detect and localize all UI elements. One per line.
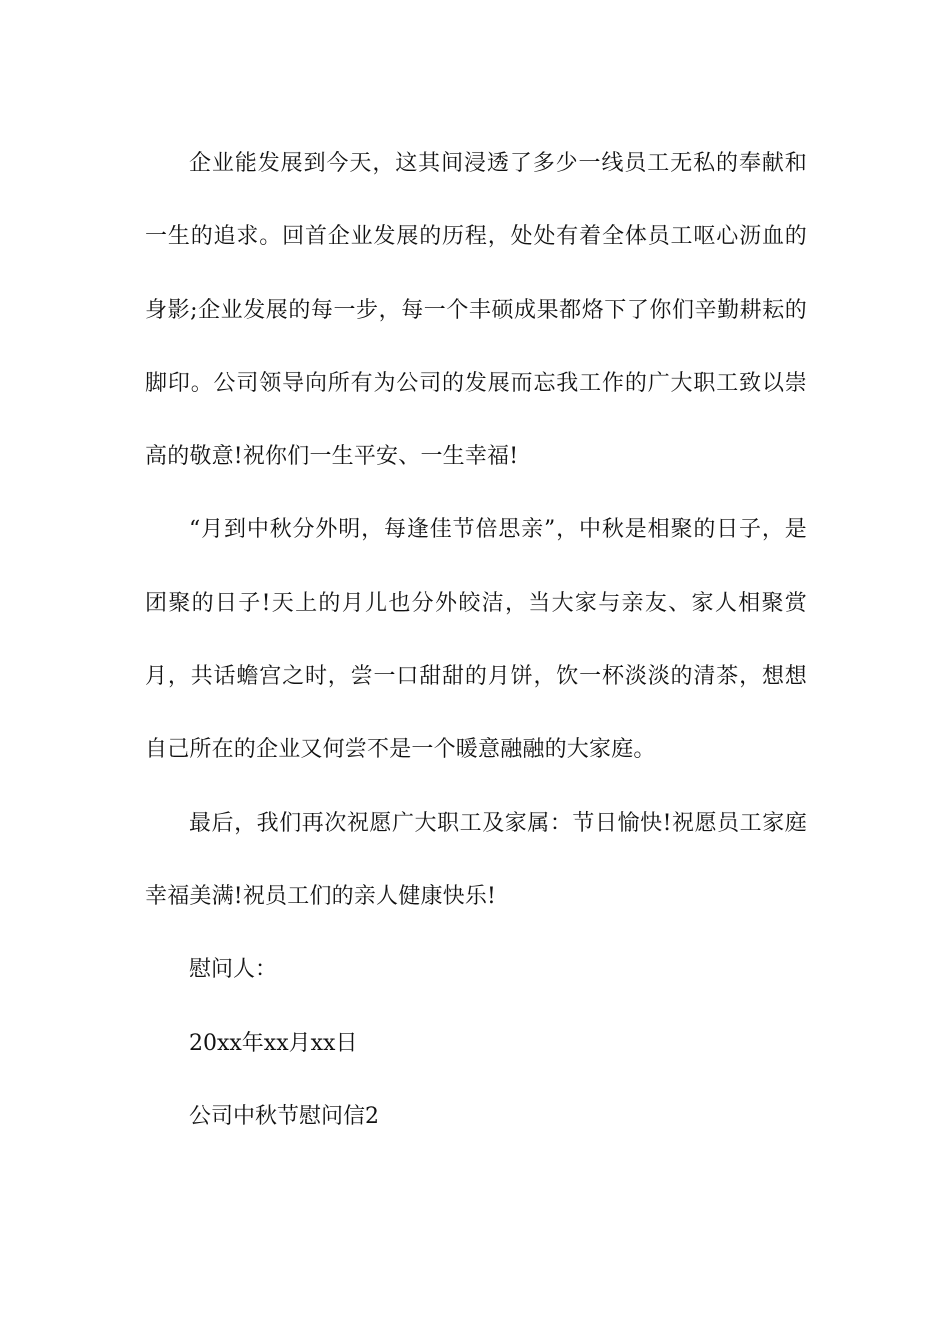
letter-date: 20xx年xx月xx日 bbox=[189, 1030, 358, 1056]
paragraph-3: 最后，我们再次祝愿广大职工及家属：节日愉快!祝愿员工家庭幸福美满!祝员工们的亲人健康快乐! bbox=[145, 810, 807, 909]
sender-label: 慰问人： bbox=[189, 957, 278, 983]
next-letter-title: 公司中秋节慰问信2 bbox=[189, 1103, 379, 1129]
paragraph-1: 企业能发展到今天，这其间浸透了多少一线员工无私的奉献和一生的追求。回首企业发展的历程，处处有着全体员工呕心沥血的身影;企业发展的每一步，每一个丰硕成果都烙下了你们辛勤耕耘的脚印。公司领导向所有为公司的发展而忘我工作的广大职工致以崇高的敬意!祝你们一生平安、一生幸福! bbox=[145, 151, 807, 470]
letter-body bbox=[145, 127, 807, 1153]
paragraph-2: “月到中秋分外明，每逢佳节倍思亲”，中秋是相聚的日子，是团聚的日子!天上的月儿也分外皎洁，当大家与亲友、家人相聚赏月，共话蟾宫之时，尝一口甜甜的月饼，饮一杯淡淡的清茶，想想自己所在的企业又何尝不是一个暖意融融的大家庭。 bbox=[145, 517, 807, 763]
